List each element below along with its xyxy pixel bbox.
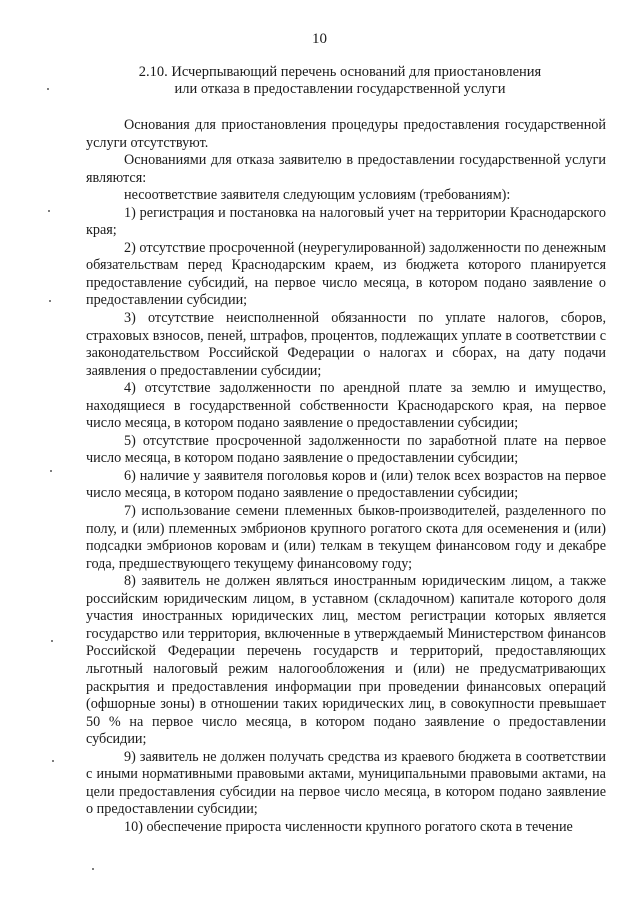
scan-speck: [48, 210, 50, 212]
paragraph-refusal-grounds-intro: Основаниями для отказа заявителю в предоставлении государственной услуги являются:: [86, 152, 606, 186]
scan-speck: [49, 300, 51, 302]
list-item-6: 6) наличие у заявителя поголовья коров и (или) телок всех возрастов на первое число месяца, в котором подано заявление о предоставлении субсидии;: [86, 467, 606, 502]
scan-speck: [47, 88, 49, 90]
page-number: 10: [312, 31, 327, 47]
list-item-8: 8) заявитель не должен являться иностранным юридическим лицом, а также российским юридическим лицом, в уставном (складочном) капитале которого доля участия иностранных юридических лиц, местом регистрации которых является государство или территория, включенные в утверждаемый Министерством финансов Российской Федерации перечень государств и территорий, предоставляющих льготный налоговый режим налогообложения и (или) не предусматривающих раскрытия и предоставления информации при проведении финансовых операций (офшорные зоны) в отношении таких юридических лиц, в совокупности превышает 50 % на первое число месяца, в котором подано заявление о предоставлении субсидии;: [86, 573, 606, 748]
scan-speck: [50, 470, 52, 472]
list-item-10: 10) обеспечение прироста численности крупного рогатого скота в течение: [124, 818, 573, 835]
list-item-7: 7) использование семени племенных быков-производителей, разделенного по полу, и (или) племенных эмбрионов крупного рогатого скота для осеменения и (или) подсадки эмбрионов коровам и (или) телкам в текущем финансовом году и декабре года, предшествующего текущему финансовому году;: [86, 503, 606, 572]
list-item-5: 5) отсутствие просроченной задолженности по заработной плате на первое число месяца, в котором подано заявление о предоставлении субсидии;: [86, 432, 606, 467]
section-heading: [100, 64, 580, 98]
paragraph-suspension-grounds: Основания для приостановления процедуры предоставления государственной услуги отсутствуют.: [86, 117, 606, 151]
paragraph-requirements-intro: несоответствие заявителя следующим условиям (требованиям):: [124, 187, 511, 204]
list-item-3: 3) отсутствие неисполненной обязанности по уплате налогов, сборов, страховых взносов, пеней, штрафов, процентов, подлежащих уплате в соответствии с законодательством Российской Федерации о налогах и сборах, на дату подачи заявления о предоставлении субсидии;: [86, 310, 606, 379]
scan-speck: [92, 868, 94, 870]
list-item-9: 9) заявитель не должен получать средства из краевого бюджета в соответствии с иными нормативными правовыми актами, муниципальными правовыми актами, на цели предоставления субсидии на первое число месяца, в котором подано заявление о предоставлении субсидии;: [86, 748, 606, 818]
scan-speck: [52, 760, 54, 762]
scan-speck: [51, 640, 53, 642]
list-item-2: 2) отсутствие просроченной (неурегулированной) задолженности по денежным обязательствам перед Краснодарским краем, из бюджета которого планируется предоставление субсидий, на первое число месяца, в котором подано заявление о предоставлении субсидии;: [86, 239, 606, 309]
list-item-1: 1) регистрация и постановка на налоговый учет на территории Краснодарского края;: [86, 204, 606, 239]
section-heading-line-1: 2.10. Исчерпывающий перечень оснований для приостановления: [138, 64, 542, 80]
document-body: [86, 117, 606, 836]
section-heading-line-2: или отказа в предоставлении государственной услуги: [174, 81, 506, 97]
list-item-4: 4) отсутствие задолженности по арендной плате за землю и имущество, находящиеся в государственной собственности Краснодарского края, на первое число месяца, в котором подано заявление о предоставлении субсидии;: [86, 380, 606, 432]
